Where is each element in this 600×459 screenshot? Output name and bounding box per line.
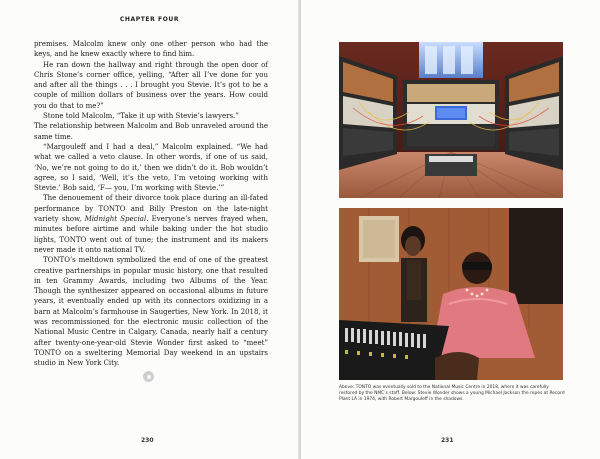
paragraph: “Margouleff and I had a deal,” Malcolm explained. “We had what we called a veto clause. In other words, if one of us said, ‘No, we’re not going to do it,’ then we didn’t do it. Bob wouldn’t agree, so I said, ‘Well, it’s the veto, I’m vetoing working with Stevie.’ Bob said, ‘F— you, I’m working with Stevie.’” (34, 142, 268, 193)
photo-tonto-synthesizer (339, 42, 563, 198)
paragraph: The relationship between Malcolm and Bob unraveled around the same time. (34, 122, 268, 141)
photo-stevie-wonder-michael-jackson (339, 208, 563, 380)
page-ornament (143, 371, 154, 382)
chapter-heading: CHAPTER FOUR (119, 16, 180, 23)
studio-photo-image (339, 208, 563, 380)
paragraph-text: . Everyone’s nerves frayed when, minutes before airtime and while baking under the hot studio lights, TONTO went out of tune; the instrument and its makers never made it onto national TV. (34, 215, 269, 254)
page-number-right: 231 (441, 437, 454, 444)
left-page (0, 0, 299, 459)
paragraph: premises. Malcolm knew only one other person who had the keys, and he knew exactly where to find him. (34, 40, 268, 59)
paragraph: Stone told Malcolm, “Take it up with Stevie’s lawyers.” (43, 112, 239, 121)
paragraph: He ran down the hallway and right through the open door of Chris Stone’s corner office, yelling, “After all I’ve done for you and after all the things . . . I brought you Stevie. It’s got to be a couple of million dollars of business over the years. How could you do that to me?” (34, 60, 268, 110)
paragraph: TONTO’s meltdown symbolized the end of one of the greatest creative partnerships in popular music history, one that resulted in ten Grammy Awards, including two Albums of the Year. Though the synthesizer appeared on occasional albums in future years, it eventually ended up with its connectors oxidizing in a barn at Malcolm’s farmhouse in Saugerties, New York. In 2018, it was recommissioned for the electronic music collection of the National Music Centre in Calgary, Canada, nearly half a century after twenty-one-year-old Stevie Wonder first asked to “meet” TONTO on a sweltering Memorial Day weekend in an upstairs studio in New York City. (34, 256, 268, 368)
tonto-synthesizer-image (339, 42, 563, 198)
right-page (301, 0, 600, 459)
page-number-left: 230 (141, 437, 154, 444)
photo-caption: Above: TONTO was eventually sold to the National Music Centre in 2018, where it was carefully restored by the NMC’s staff. Below: Stevie Wonder shows a young Michael Jackson the ropes at Record Plant LA in 1974, with Robert Margouleff in the shadows. (339, 385, 565, 402)
body-text (34, 39, 268, 369)
paragraph (34, 193, 268, 255)
paragraph-text: The denouement of their divorce took place during an ill-fated performance by TONTO and Billy Preston on the late-night variety show, (34, 194, 268, 224)
show-title: Midnight Special (84, 215, 147, 224)
